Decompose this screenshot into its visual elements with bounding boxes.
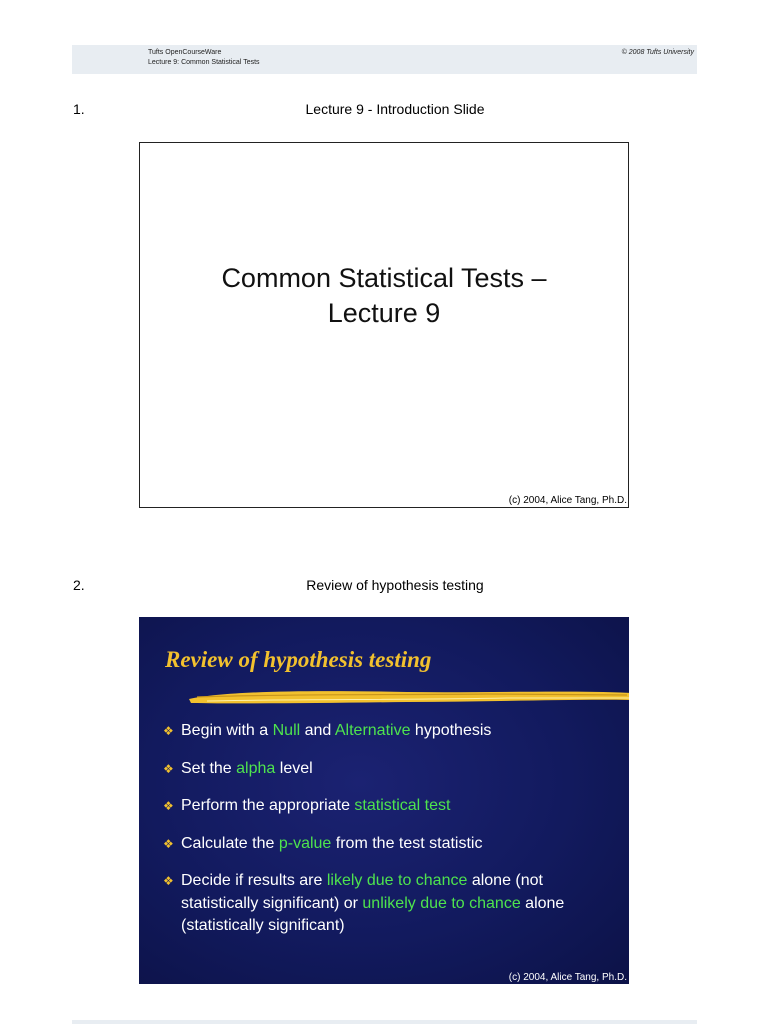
bullet-text: Set the <box>181 759 237 777</box>
bullet-diamond-icon: ❖ <box>163 799 174 813</box>
page-footer <box>72 1020 697 1024</box>
slide-2-number: 2. <box>73 577 85 593</box>
header-copyright: © 2008 Tufts University <box>621 49 694 56</box>
highlighted-term: likely due to chance <box>326 872 468 889</box>
bullet-text: Calculate the <box>181 834 279 852</box>
slide-2-copyright: (c) 2004, Alice Tang, Ph.D. <box>508 972 627 983</box>
bullet-text: from the test statistic <box>331 834 483 852</box>
slide-1 <box>139 142 629 508</box>
header-org: Tufts OpenCourseWare <box>148 49 222 56</box>
slide-1-caption: Lecture 9 - Introduction Slide <box>305 101 485 117</box>
highlighted-term: alpha <box>236 759 276 777</box>
bullet-diamond-icon: ❖ <box>163 761 174 776</box>
slide-1-copyright: (c) 2004, Alice Tang, Ph.D. <box>508 495 627 506</box>
bullet-diamond-icon: ❖ <box>163 724 174 738</box>
bullet-item <box>163 720 623 743</box>
bullet-text: hypothesis <box>410 722 492 739</box>
bullet-item <box>163 870 623 938</box>
highlighted-term: Alternative <box>334 722 411 739</box>
bullet-item <box>163 795 623 818</box>
bullet-text: and <box>300 722 335 739</box>
page-header <box>72 45 697 74</box>
brush-stroke-decoration <box>187 685 629 709</box>
slide-2 <box>139 617 629 984</box>
bullet-text: alone (statistically significant) <box>181 894 565 934</box>
slide-2-title: Review of hypothesis testing <box>165 647 432 672</box>
bullet-text: level <box>275 759 313 777</box>
slide-1-number: 1. <box>73 101 85 117</box>
header-lecture: Lecture 9: Common Statistical Tests <box>148 59 260 66</box>
highlighted-term: unlikely due to chance <box>362 894 521 912</box>
slide-1-title-line-1: Common Statistical Tests – <box>221 263 547 293</box>
slide-2-caption: Review of hypothesis testing <box>306 577 484 593</box>
bullet-text: Perform the appropriate <box>181 797 355 814</box>
highlighted-term: Null <box>272 722 301 739</box>
highlighted-term: statistical test <box>354 797 451 814</box>
bullet-diamond-icon: ❖ <box>163 836 174 851</box>
highlighted-term: p-value <box>278 834 332 852</box>
bullet-list <box>163 720 623 953</box>
bullet-item <box>163 758 623 781</box>
slide-1-title <box>140 261 628 331</box>
bullet-item <box>163 833 623 856</box>
bullet-text: alone (not statistically significant) or <box>181 872 543 912</box>
header-left <box>148 48 260 68</box>
bullet-diamond-icon: ❖ <box>163 874 174 888</box>
slide-1-title-line-2: Lecture 9 <box>327 298 441 328</box>
bullet-text: Decide if results are <box>181 872 327 889</box>
bullet-text: Begin with a <box>181 722 273 739</box>
